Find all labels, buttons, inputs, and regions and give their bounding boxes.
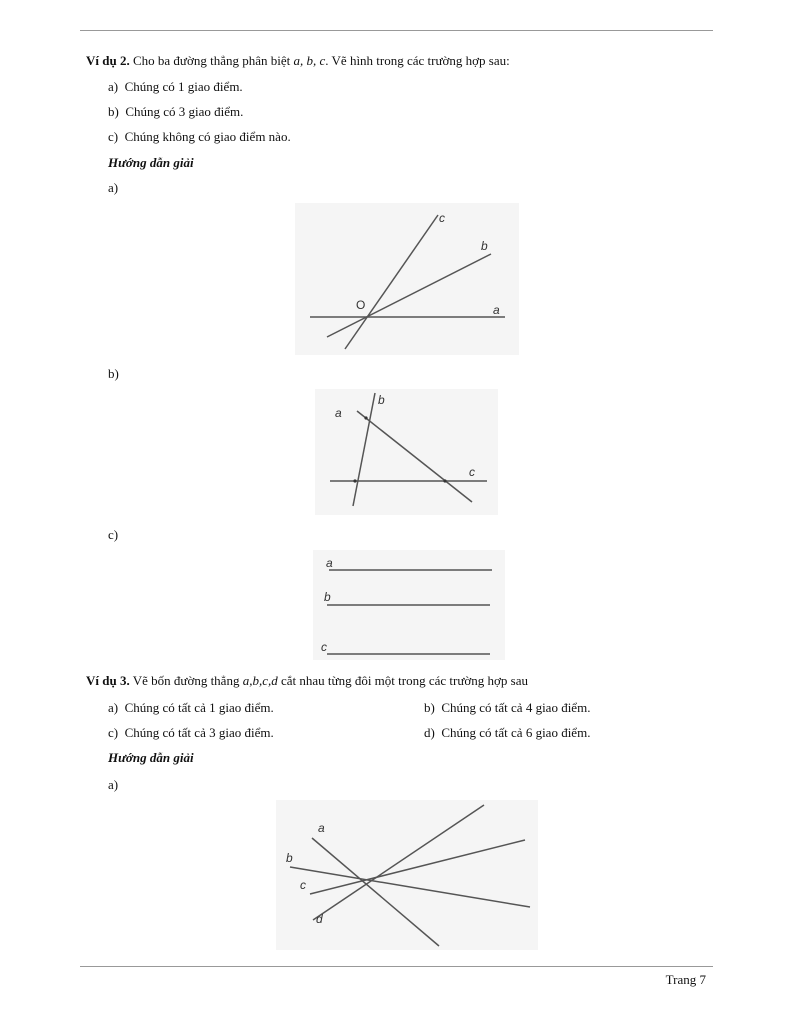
example-2-label: Ví dụ 2. <box>86 53 130 68</box>
example-2-figure-b-label: b) <box>108 366 119 381</box>
example-3-item-a <box>108 700 274 716</box>
example-2-item-a <box>108 79 243 95</box>
footer-rule <box>80 966 713 967</box>
example-2-statement <box>86 53 510 69</box>
figure-four-concurrent-lines <box>276 800 538 950</box>
item-marker: c) <box>108 725 119 740</box>
example-3-statement <box>86 673 528 689</box>
example-3-text-after: cắt nhau từng đôi một trong các trường hợp sau <box>277 673 528 688</box>
page-number: Trang 7 <box>665 972 706 987</box>
item-text: Chúng có tất cả 1 giao điểm. <box>124 700 274 715</box>
label-a: a <box>326 556 333 570</box>
example-2-figure-c-label: c) <box>108 527 119 542</box>
label-a: a <box>318 821 325 835</box>
item-marker: b) <box>424 700 435 715</box>
example-3-vars: a,b,c,d <box>242 673 278 688</box>
example-3-solution-heading: Hướng dẫn giải <box>108 750 194 765</box>
example-3-text-before: Vẽ bốn đường thẳng <box>129 673 243 688</box>
item-marker: d) <box>424 725 435 740</box>
example-3-item-c <box>108 725 274 741</box>
item-marker: b) <box>108 104 119 119</box>
example-2-text-after: . Vẽ hình trong các trường hợp sau: <box>325 53 510 68</box>
label-a: a <box>493 303 500 317</box>
label-c: c <box>439 211 445 225</box>
example-3-item-d <box>424 725 590 741</box>
example-2-item-c <box>108 129 291 145</box>
example-3-label: Ví dụ 3. <box>86 673 130 688</box>
label-c: c <box>469 465 475 479</box>
item-text: Chúng không có giao điểm nào. <box>124 129 291 144</box>
item-text: Chúng có tất cả 4 giao điểm. <box>441 700 591 715</box>
example-2-figure-a-label: a) <box>108 180 119 195</box>
label-o: O <box>356 298 366 312</box>
example-2-vars: a, b, c <box>293 53 326 68</box>
label-a: a <box>335 406 342 420</box>
item-text: Chúng có 3 giao điểm. <box>125 104 244 119</box>
item-text: Chúng có 1 giao điểm. <box>124 79 243 94</box>
label-b: b <box>286 851 293 865</box>
example-2-item-b <box>108 104 243 120</box>
example-2-text-before: Cho ba đường thẳng phân biệt <box>129 53 294 68</box>
item-marker: a) <box>108 700 119 715</box>
label-b: b <box>481 239 488 253</box>
item-marker: a) <box>108 79 119 94</box>
label-b: b <box>378 393 385 407</box>
example-3-figure-a-label: a) <box>108 777 119 792</box>
header-rule <box>80 30 713 31</box>
item-text: Chúng có tất cả 3 giao điểm. <box>124 725 274 740</box>
example-2-solution-heading: Hướng dẫn giải <box>108 155 194 170</box>
label-c: c <box>321 640 327 654</box>
figure-three-parallel-lines <box>313 550 505 660</box>
figure-three-intersection-lines <box>315 389 498 515</box>
label-c: c <box>300 878 306 892</box>
figure-three-concurrent-lines <box>295 203 519 355</box>
label-d: d <box>316 912 323 926</box>
item-marker: c) <box>108 129 119 144</box>
item-text: Chúng có tất cả 6 giao điểm. <box>441 725 591 740</box>
label-b: b <box>324 590 331 604</box>
example-3-item-b <box>424 700 590 716</box>
